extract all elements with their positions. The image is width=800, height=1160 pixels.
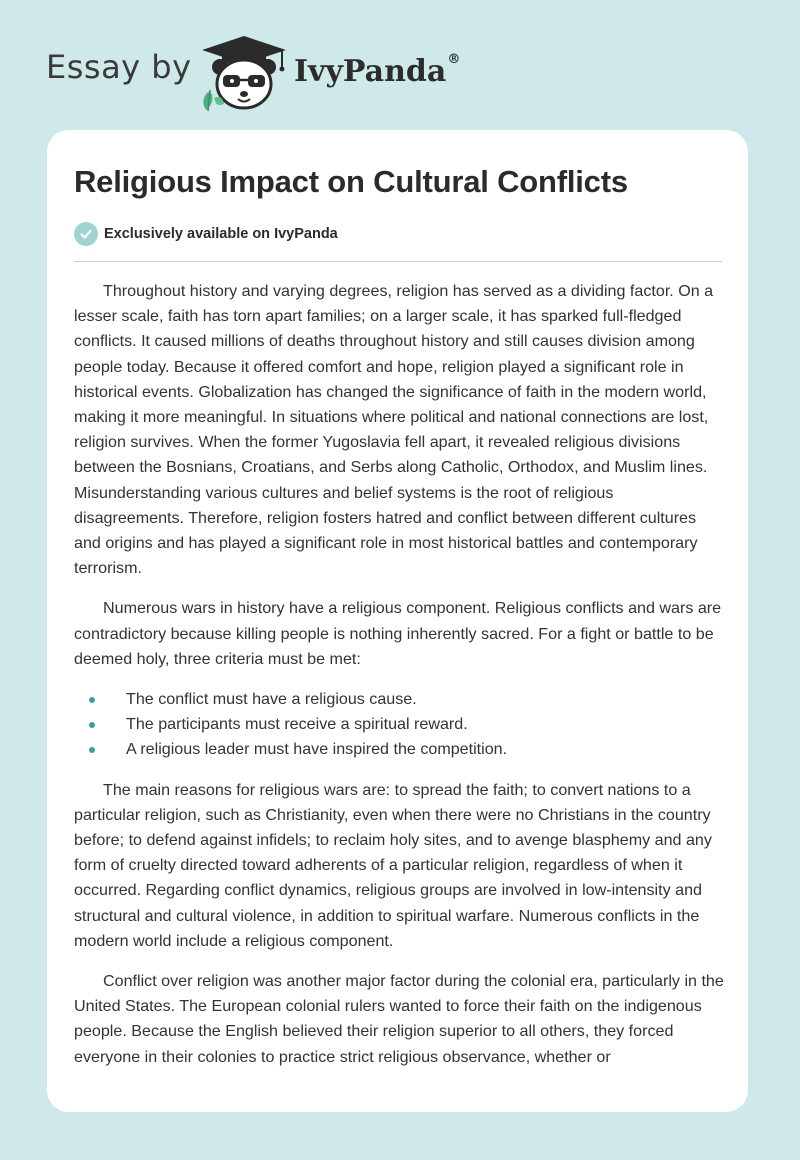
site-header	[0, 0, 800, 130]
paragraph: The main reasons for religious wars are: to spread the faith; to convert nations to a particular religion, such as Christianity, even when there were no Christians in the country before; to defend against infidels; to reclaim holy sites, and to avenge blasphemy and any form of cruelty directed toward adherents of a particular religion, regardless of when it occurred. Regarding conflict dynamics, religious groups are involved in low-intensity and structural and cultural violence, in addition to spiritual warfare. Numerous conflicts in the modern world include a religious component.	[74, 780, 712, 950]
exclusive-label: Exclusively available on IvyPanda	[104, 226, 338, 242]
essay-by-label: Essay by	[46, 48, 192, 86]
panda-logo-icon[interactable]	[198, 34, 290, 112]
list-item-text: The conflict must have a religious cause.	[126, 690, 417, 709]
paragraph: Throughout history and varying degrees, religion has served as a dividing factor. On a lesser scale, faith has torn apart families; on a larger scale, it has sparked full-fledged conflicts. It caused millions of deaths throughout history and still causes division among people today. Because it offered comfort and hope, religion played a significant role in historical events. Globalization has changed the significance of faith in the modern world, making it more meaningful. In situations where political and national connections are lost, religion survives. When the former Yugoslavia fell apart, it revealed religious divisions between the Bosnians, Croatians, and Serbs along Catholic, Orthodox, and Muslim lines. Misunderstanding various cultures and belief systems is the root of religious disagreements. Therefore, religion fosters hatred and conflict between different cultures and origins and has played a significant role in most historical battles and contemporary terrorism.	[74, 282, 714, 578]
list-item	[74, 737, 726, 762]
criteria-list	[74, 687, 726, 763]
checkmark-icon	[74, 222, 98, 246]
registered-mark: ®	[447, 52, 461, 67]
list-item	[74, 687, 726, 712]
essay-body	[74, 279, 726, 1085]
divider	[74, 261, 722, 262]
list-item-text: The participants must receive a spiritual reward.	[126, 715, 468, 734]
paragraph: Conflict over religion was another major factor during the colonial era, particularly in the United States. The European colonial rulers wanted to force their faith on the indigenous people. Because the English believed their religion superior to all others, they forced everyone in their colonies to practice strict religious observance, whether or	[74, 972, 724, 1066]
bullet-icon	[89, 747, 95, 753]
essay-card	[47, 130, 748, 1112]
bullet-icon	[89, 722, 95, 728]
exclusive-badge	[74, 222, 338, 246]
brand-text: IvyPanda	[294, 54, 447, 89]
brand-name[interactable]	[294, 54, 460, 89]
list-item-text: A religious leader must have inspired the competition.	[126, 740, 508, 759]
paragraph: Numerous wars in history have a religious component. Religious conflicts and wars are contradictory because killing people is nothing inherently sacred. For a fight or battle to be deemed holy, three criteria must be met:	[74, 599, 722, 668]
list-item	[74, 712, 726, 737]
bullet-icon	[89, 697, 95, 703]
essay-title: Religious Impact on Cultural Conflicts	[74, 164, 628, 199]
